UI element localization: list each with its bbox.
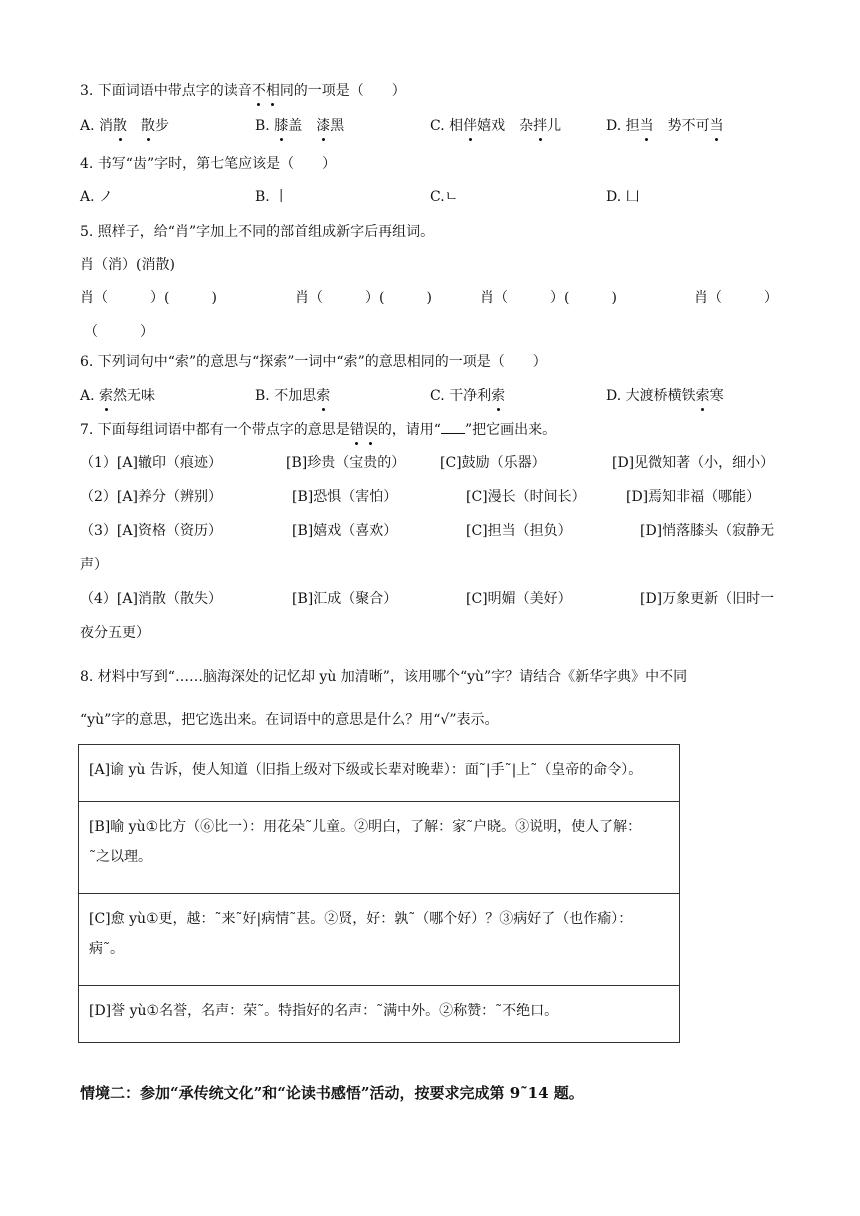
q7-3-d[interactable]: [D]悄落膝头（寂静无 [640,523,775,539]
q7-1-d[interactable]: [D]见微知著（小，细小） [612,455,775,471]
dict-entry-a[interactable]: [A]谕 yù 告诉，使人知道（旧指上级对下级或长辈对晚辈）：面˜|手˜|上˜（皇帝的命令）。 [79,745,680,802]
q7-2-c[interactable]: [C]漫长（时间长） [466,489,586,505]
q4-option-b[interactable]: B. 丨 [255,189,289,205]
q7-4-b[interactable]: [B]汇成（聚合） [292,591,398,607]
q7-1-a[interactable]: （1）[A]辙印（痕迹） [80,455,222,471]
q5-stem: 5. 照样子，给“肖”字加上不同的部首组成新字后再组词。 [80,224,435,240]
q7-stem: 7. 下面每组词语中都有一个带点字的意思是错误的，请用“ ”把它画出来。 [80,422,557,438]
table-row[interactable] [79,802,680,894]
q7-1-c[interactable]: [C]鼓励（乐器） [440,455,546,471]
q5-blank-4-word[interactable]: （ ） [84,324,154,340]
dictionary-table [78,744,680,1043]
q6-option-c[interactable]: C. 干净利索 [430,388,506,404]
q6-option-a[interactable]: A. 索然无味 [80,388,156,404]
dict-entry-d[interactable]: [D]誉 yù①名誉，名声：荣˜。特指好的名声：˜满中外。②称赞：˜不绝口。 [79,986,680,1043]
q5-blank-3[interactable]: 肖（ ）( ) [480,290,617,306]
q3-stem: 3. 下面词语中带点字的读音不相同的一项是（ ） [80,83,406,99]
q5-example: 肖（消）(消散) [80,257,175,273]
q7-4-d-wrap: 夜分五更） [80,625,150,641]
q5-blank-4[interactable]: 肖（ ） [694,290,778,306]
q7-4-d[interactable]: [D]万象更新（旧时一 [640,591,775,607]
dict-entry-b[interactable]: [B]喻 yù①比方（⑥比一）：用花朵˜儿童。②明白，了解：家˜户晓。③说明，使人了解： ˜之以理。 [79,802,680,894]
q7-2-d[interactable]: [D]焉知非福（哪能） [626,489,761,505]
q3-option-c[interactable]: C. 相伴嬉戏 杂拌儿 [430,118,562,134]
q8-stem-line2: “yù”字的意思，把它选出来。在词语中的意思是什么？用“√”表示。 [80,712,499,728]
table-row[interactable] [79,894,680,986]
q4-stem: 4. 书写“齿”字时，第七笔应该是（ ） [80,156,337,172]
q7-4-c[interactable]: [C]明媚（美好） [466,591,572,607]
q7-2-a[interactable]: （2）[A]养分（辨别） [80,489,222,505]
q4-option-a[interactable]: A. ノ [80,189,114,205]
q5-blank-1[interactable]: 肖（ ）( ) [80,290,217,306]
q8-stem-line1: 8. 材料中写到“……脑海深处的记忆却 yù 加清晰”，该用哪个“yù”字？请结合《新华字典》中不同 [80,669,688,685]
q7-4-a[interactable]: （4）[A]消散（散失） [80,591,222,607]
q7-3-c[interactable]: [C]担当（担负） [466,523,572,539]
q7-1-b[interactable]: [B]珍贵（宝贵的） [286,455,406,471]
dict-entry-c[interactable]: [C]愈 yù①更，越：˜来˜好|病情˜甚。②贤，好：孰˜（哪个好）？③病好了（也作瘉）： 病˜。 [79,894,680,986]
q4-option-c[interactable]: C.ㄴ [430,189,459,205]
table-row[interactable] [79,986,680,1043]
q3-option-d[interactable]: D. 担当 势不可当 [606,118,724,134]
q5-blank-2[interactable]: 肖（ ）( ) [295,290,432,306]
q7-3-d-wrap: 声） [80,557,108,573]
q6-option-d[interactable]: D. 大渡桥横铁索寒 [606,388,724,404]
q7-3-a[interactable]: （3）[A]资格（资历） [80,523,222,539]
q7-2-b[interactable]: [B]恐惧（害怕） [292,489,398,505]
section-heading: 情境二：参加“承传统文化”和“论读书感悟”活动，按要求完成第 9˜14 题。 [80,1084,584,1102]
q7-3-b[interactable]: [B]嬉戏（喜欢） [292,523,398,539]
q6-option-b[interactable]: B. 不加思索 [255,388,331,404]
q6-stem: 6. 下列词句中“索”的意思与“探索”一词中“索”的意思相同的一项是（ ） [80,354,547,370]
q3-option-a[interactable]: A. 消散 散步 [80,118,170,134]
table-row[interactable] [79,745,680,802]
underline-mark [441,421,465,434]
q3-option-b[interactable]: B. 膝盖 漆黑 [255,118,345,134]
q4-option-d[interactable]: D. 凵 [606,189,640,205]
